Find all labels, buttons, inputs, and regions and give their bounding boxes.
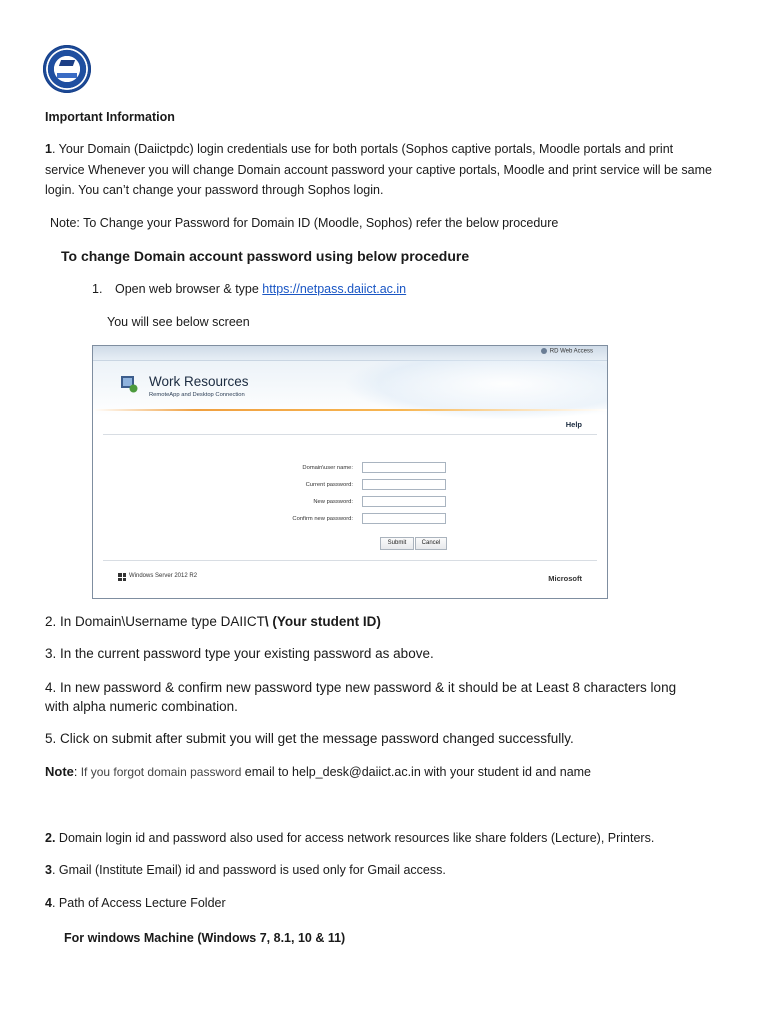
procedure-heading: To change Domain account password using below procedure [61, 248, 470, 264]
confirm-password-label: Confirm new password: [292, 516, 353, 522]
step2 [45, 612, 381, 632]
confirm-password-input[interactable] [362, 513, 446, 524]
step1-instruction: Open web browser & type [115, 282, 263, 296]
rd-web-access-screenshot [92, 345, 608, 599]
microsoft-label: Microsoft [548, 574, 582, 583]
institute-logo [43, 45, 91, 93]
point4-number: 4 [45, 896, 52, 910]
submit-button[interactable]: Submit [380, 537, 414, 550]
point4-text: . Path of Access Lecture Folder [51, 896, 226, 910]
point3-text: . Gmail (Institute Email) id and password is used only for Gmail access. [51, 863, 446, 877]
step2-text: 2. In Domain\Username type DAIICT [45, 614, 265, 629]
divider [103, 434, 597, 435]
note2-part1: If you forgot domain password [77, 765, 245, 779]
point2 [45, 828, 654, 848]
step1-number: 1. [92, 282, 103, 296]
work-resources-subtitle: RemoteApp and Desktop Connection [149, 392, 245, 398]
point3 [45, 860, 446, 880]
item1-line1 [45, 139, 673, 159]
note2-colon: : [73, 765, 78, 779]
step4-line1: 4. In new password & confirm new password type new password & it should be at Least 8 characters long [45, 680, 677, 695]
point4 [45, 893, 226, 913]
work-resources-title: Work Resources [149, 374, 249, 389]
header-swoosh [343, 360, 608, 420]
item1-dot: . [51, 142, 56, 156]
item1-line3: login. You can’t change your password through Sophos login. [45, 183, 384, 197]
help-link[interactable]: Help [565, 420, 582, 429]
work-resources-icon [119, 374, 139, 394]
step3: 3. In the current password type your existing password as above. [45, 646, 434, 661]
current-password-input[interactable] [362, 479, 446, 490]
item1-text-line1: Your Domain (Daiictpdc) login credentials use for both portals (Sophos captive portals, Moodle portals and print [55, 142, 674, 156]
footer-divider [103, 560, 597, 561]
point2-number: 2. [45, 831, 56, 845]
item1-number: 1 [45, 142, 52, 156]
point2-text: Domain login id and password also used for access network resources like share folders (Lecture), Printers. [55, 831, 655, 845]
step5: 5. Click on submit after submit you will get the message password changed successfully. [45, 731, 574, 746]
logo-banner [57, 73, 77, 78]
accent-line [93, 409, 607, 411]
new-password-input[interactable] [362, 496, 446, 507]
screenshot-footer [93, 562, 607, 598]
note2 [45, 762, 591, 782]
rd-web-access-label: RD Web Access [541, 348, 593, 355]
point3-number: 3 [45, 863, 52, 877]
item1-line2: service Whenever you will change Domain account password your captive portals, Moodle and print service will be same [45, 163, 712, 177]
note-line: Note: To Change your Password for Domain ID (Moodle, Sophos) refer the below procedure [50, 216, 559, 230]
new-password-label: New password: [313, 499, 353, 505]
rd-web-access-icon [541, 348, 547, 354]
note2-label: Note [45, 764, 74, 779]
windows-server-label: Windows Server 2012 R2 [129, 573, 198, 579]
cancel-button[interactable]: Cancel [415, 537, 447, 550]
netpass-link[interactable]: https://netpass.daiict.ac.in [262, 282, 407, 296]
windows-logo-icon [118, 573, 126, 581]
step2-bold: \ (Your student ID) [264, 614, 381, 629]
domain-username-label: Domain\user name: [302, 465, 353, 471]
section-heading: Important Information [45, 110, 175, 124]
see-below-text: You will see below screen [107, 315, 250, 329]
current-password-label: Current password: [305, 482, 353, 488]
screenshot-topbar [93, 346, 607, 361]
domain-username-input[interactable] [362, 462, 446, 473]
note2-part2: email to help_desk@daiict.ac.in with your student id and name [244, 765, 592, 779]
graduation-cap-icon [59, 60, 75, 66]
step1-text [115, 279, 406, 299]
step4-line2: with alpha numeric combination. [45, 699, 238, 714]
windows-machine-heading: For windows Machine (Windows 7, 8.1, 10 & 11) [64, 931, 346, 945]
